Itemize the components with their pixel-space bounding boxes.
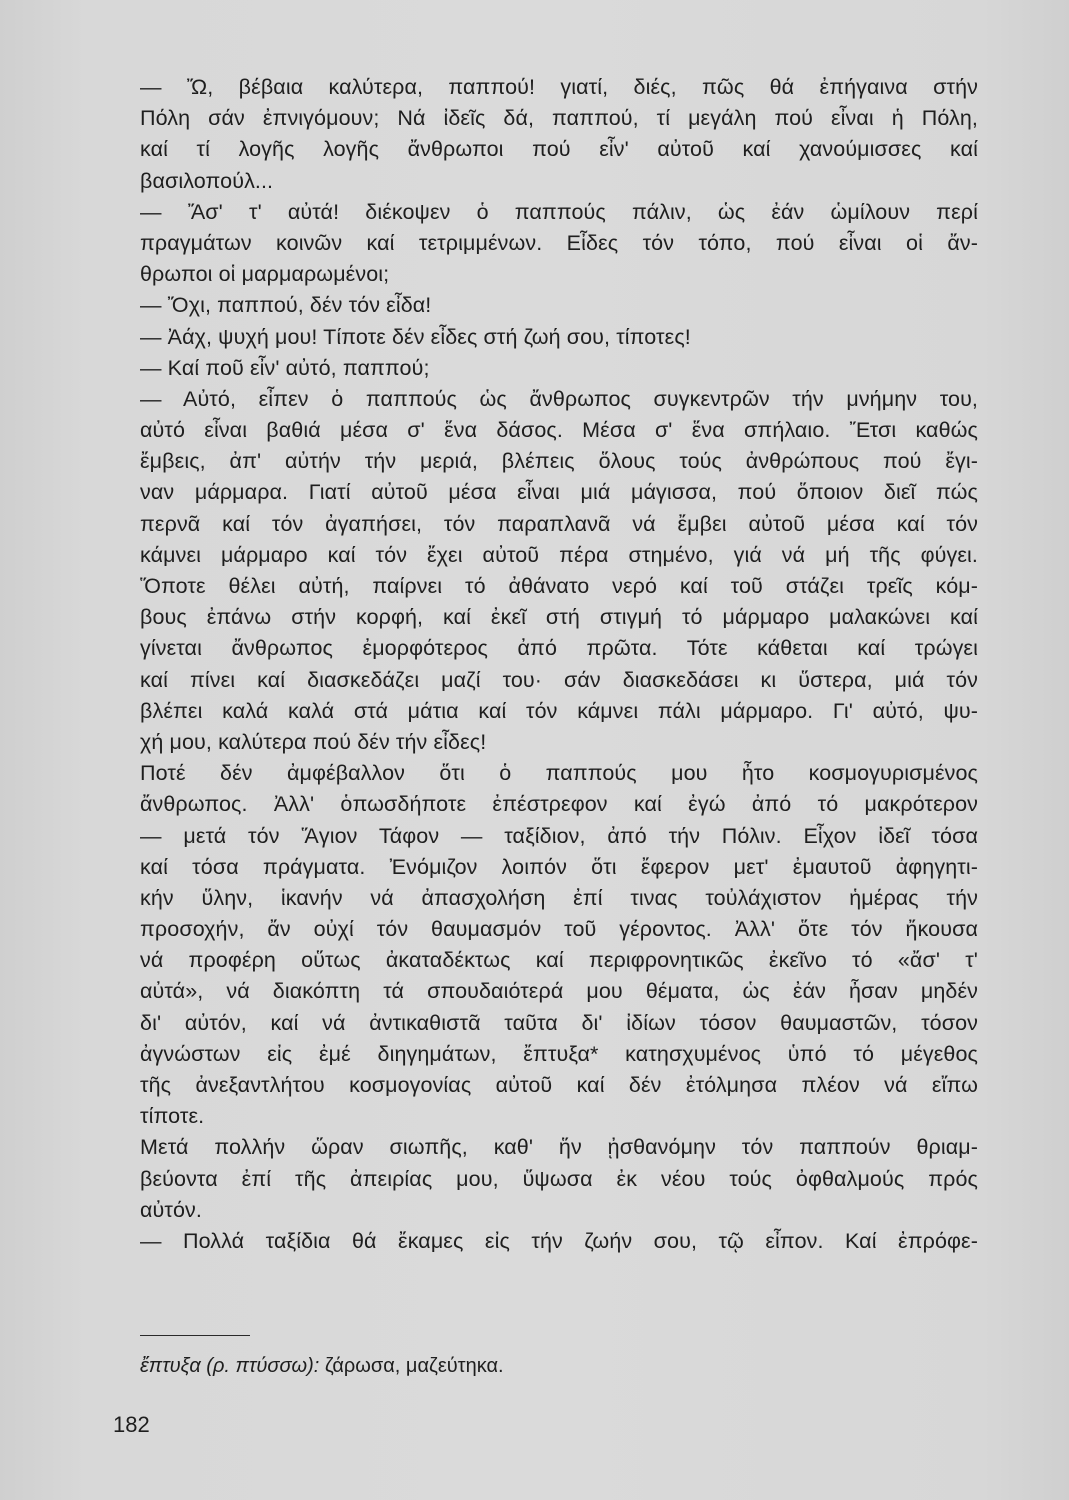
text-line: καί τί λογῆς λογῆς ἄνθρωποι πού εἶν' αὐτοῦ καί χανούμισσες καί [140, 137, 978, 162]
text-line: ἄνθρωπος. Ἀλλ' ὁπωσδήποτε ἐπέστρεφον καί ἐγώ ἀπό τό μακρότερον [140, 792, 978, 817]
text-line: πραγμάτων κοινῶν καί τετριμμένων. Εἶδες τόν τόπο, πού εἶναι οἱ ἄν- [140, 230, 978, 255]
text-line: Μετά πολλήν ὥραν σιωπῆς, καθ' ἥν ᾐσθανόμην τόν παππούν θριαμ- [140, 1135, 978, 1160]
text-line: — Ὤ, βέβαια καλύτερα, παππού! γιατί, διές, πῶς θά ἐπήγαινα στήν [140, 75, 978, 99]
text-line: καί πίνει καί διασκεδάζει μαζί του· σάν διασκεδάσει κι ὕστερα, μιά τόν [140, 667, 978, 692]
text-line: ἀγνώστων εἰς ἐμέ διηγημάτων, ἔπτυξα* κατησχυμένος ὑπό τό μέγεθος [140, 1041, 978, 1066]
text-line: βεύοντα ἐπί τῆς ἀπειρίας μου, ὕψωσα ἐκ νέου τούς ὀφθαλμούς πρός [140, 1166, 978, 1191]
text-line: θρωποι οἱ μαρμαρωμένοι; [140, 262, 390, 287]
text-line: βους ἐπάνω στήν κορφή, καί ἐκεῖ στή στιγμή τό μάρμαρο μαλακώνει καί [140, 605, 978, 630]
text-line: καί τόσα πράγματα. Ἐνόμιζον λοιπόν ὅτι ἔφερον μετ' ἐμαυτοῦ ἀφηγητι- [140, 854, 978, 879]
text-line: — Καί ποῦ εἶν' αὐτό, παππού; [140, 355, 430, 380]
text-line: κήν ὕλην, ἱκανήν νά ἀπασχολήση ἐπί τινας τοὐλάχιστον ἡμέρας τήν [140, 885, 978, 910]
body-text [140, 72, 978, 1257]
text-line: — μετά τόν Ἅγιον Τάφον — ταξίδιον, ἀπό τήν Πόλιν. Εἶχον ἰδεῖ τόσα [140, 823, 978, 848]
text-line: — Ἀάχ, ψυχή μου! Τίποτε δέν εἶδες στή ζωή σου, τίποτες! [140, 324, 691, 349]
text-line: δι' αὐτόν, καί νά ἀντικαθιστᾶ ταῦτα δι' ἰδίων τόσον θαυμαστῶν, τόσον [140, 1010, 978, 1035]
text-line: — Πολλά ταξίδια θά ἔκαμες εἰς τήν ζωήν σου, τῷ εἶπον. Καί ἐπρόφε- [140, 1228, 978, 1253]
footnote-definition: ζάρωσα, μαζεύτηκα. [324, 1355, 504, 1377]
text-line: Ποτέ δέν ἀμφέβαλλον ὅτι ὁ παππούς μου ἦτο κοσμογυρισμένος [140, 761, 978, 786]
text-line: νά προφέρη οὕτως ἀκαταδέκτως καί περιφρονητικῶς ἐκεῖνο τό «ἄσ' τ' [140, 948, 978, 973]
text-line: τίποτε. [140, 1104, 205, 1129]
text-line: προσοχήν, ἄν οὐχί τόν θαυμασμόν τοῦ γέροντος. Ἀλλ' ὅτε τόν ἤκουσα [140, 917, 978, 942]
text-line: — Ὄχι, παππού, δέν τόν εἶδα! [140, 293, 432, 318]
text-line: βλέπει καλά καλά στά μάτια καί τόν κάμνει πάλι μάρμαρο. Γι' αὐτό, ψυ- [140, 698, 978, 723]
text-line: κάμνει μάρμαρο καί τόν ἔχει αὐτοῦ πέρα στημένο, γιά νά μή τῆς φύγει. [140, 542, 978, 567]
text-line: — Ἄσ' τ' αὐτά! διέκοψεν ὁ παππούς πάλιν, ὡς ἐάν ὡμίλουν περί [140, 199, 978, 224]
footnote [140, 1352, 504, 1380]
text-line: Ὅποτε θέλει αὐτή, παίρνει τό ἀθάνατο νερό καί τοῦ στάζει τρεῖς κόμ- [140, 574, 978, 598]
text-line: — Αὐτό, εἶπεν ὁ παππούς ὡς ἄνθρωπος συγκεντρῶν τήν μνήμην του, [140, 386, 978, 411]
text-line: ἔμβεις, ἀπ' αὐτήν τήν μεριά, βλέπεις ὅλους τούς ἀνθρώπους πού ἔγι- [140, 449, 978, 474]
text-line: περνᾶ καί τόν ἀγαπήσει, τόν παραπλανᾶ νά ἔμβει αὐτοῦ μέσα καί τόν [140, 511, 978, 536]
text-line: αὐτά», νά διακόπτη τά σπουδαιότερά μου θέματα, ὡς ἐάν ἦσαν μηδέν [140, 979, 978, 1004]
page-number: 182 [113, 1412, 150, 1437]
text-line: ναν μάρμαρα. Γιατί αὐτοῦ μέσα εἶναι μιά μάγισσα, πού ὅποιον διεῖ πώς [140, 480, 978, 505]
text-line: χή μου, καλύτερα πού δέν τήν εἶδες! [140, 729, 487, 754]
text-line: αὐτόν. [140, 1197, 202, 1222]
footnote-rule [140, 1335, 250, 1336]
text-line: Πόλη σάν ἐπνιγόμουν; Νά ἰδεῖς δά, παππού, τί μεγάλη πού εἶναι ἡ Πόλη, [140, 106, 978, 131]
text-line: γίνεται ἄνθρωπος ἐμορφότερος ἀπό πρῶτα. Τότε κάθεται καί τρώγει [140, 636, 978, 661]
footnote-term: ἔπτυξα (ρ. πτύσσω): [140, 1355, 320, 1377]
text-line: βασιλοπούλ... [140, 168, 274, 193]
text-line: τῆς ἀνεξαντλήτου κοσμογονίας αὐτοῦ καί δέν ἐτόλμησα πλέον νά εἴπω [140, 1073, 978, 1097]
text-line: αὐτό εἶναι βαθιά μέσα σ' ἕνα δάσος. Μέσα σ' ἕνα σπήλαιο. Ἔτσι καθώς [140, 418, 978, 443]
